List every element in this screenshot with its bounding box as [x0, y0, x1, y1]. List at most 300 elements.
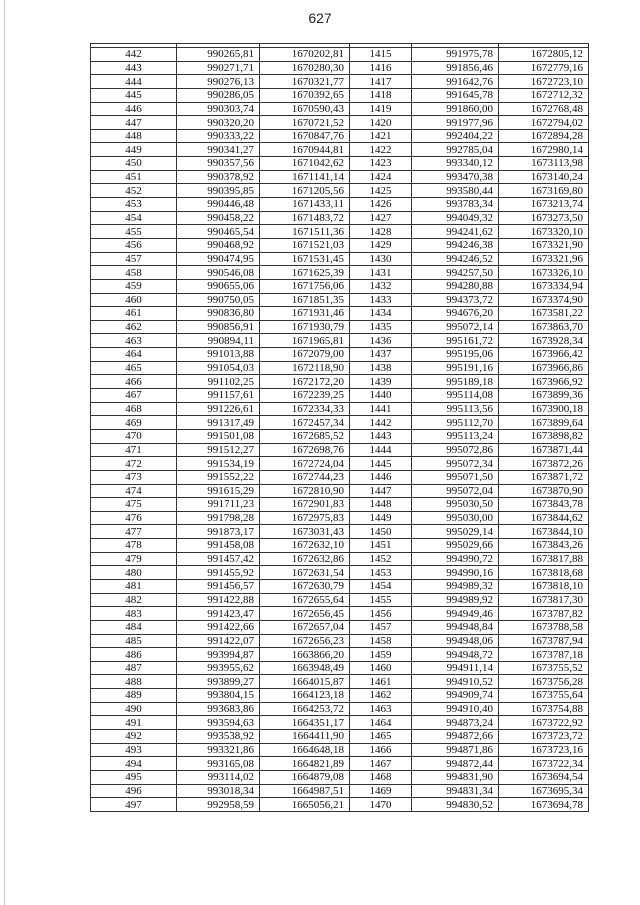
table-row	[91, 675, 589, 689]
y-coordinate-cell: 1673870,90	[499, 484, 589, 498]
point-number-cell: 474	[91, 484, 177, 498]
x-coordinate-cell: 990333,22	[177, 129, 260, 143]
x-coordinate-cell: 991642,76	[412, 75, 499, 89]
x-coordinate-cell: 991054,03	[177, 361, 260, 375]
x-coordinate-cell: 993018,34	[177, 784, 260, 798]
y-coordinate-cell: 1673755,64	[499, 689, 589, 703]
x-coordinate-cell: 994948,06	[412, 634, 499, 648]
table-row	[91, 511, 589, 525]
x-coordinate-cell: 993783,34	[412, 198, 499, 212]
table-row	[91, 661, 589, 675]
x-coordinate-cell: 994373,72	[412, 293, 499, 307]
x-coordinate-cell: 991457,42	[177, 552, 260, 566]
table-row	[91, 470, 589, 484]
table-row	[91, 320, 589, 334]
table-row	[91, 689, 589, 703]
y-coordinate-cell: 1673900,18	[499, 402, 589, 416]
point-number-cell: 1462	[350, 689, 412, 703]
table-row	[91, 457, 589, 471]
point-number-cell: 469	[91, 416, 177, 430]
table-row	[91, 293, 589, 307]
y-coordinate-cell: 1670392,65	[260, 88, 350, 102]
y-coordinate-cell: 1673756,28	[499, 675, 589, 689]
y-coordinate-cell: 1672894,28	[499, 129, 589, 143]
x-coordinate-cell: 994871,86	[412, 743, 499, 757]
y-coordinate-cell: 1673723,72	[499, 730, 589, 744]
point-number-cell: 497	[91, 798, 177, 812]
y-coordinate-cell: 1673113,98	[499, 157, 589, 171]
x-coordinate-cell: 993955,62	[177, 661, 260, 675]
point-number-cell: 490	[91, 702, 177, 716]
x-coordinate-cell: 991645,78	[412, 88, 499, 102]
x-coordinate-cell: 993165,08	[177, 757, 260, 771]
table-row	[91, 157, 589, 171]
point-number-cell: 466	[91, 375, 177, 389]
x-coordinate-cell: 995161,72	[412, 334, 499, 348]
y-coordinate-cell: 1673787,94	[499, 634, 589, 648]
x-coordinate-cell: 995072,04	[412, 484, 499, 498]
y-coordinate-cell: 1673694,78	[499, 798, 589, 812]
point-number-cell: 1469	[350, 784, 412, 798]
x-coordinate-cell: 991422,88	[177, 593, 260, 607]
y-coordinate-cell: 1671625,39	[260, 266, 350, 280]
y-coordinate-cell: 1671965,81	[260, 334, 350, 348]
x-coordinate-cell: 991102,25	[177, 375, 260, 389]
table-row	[91, 211, 589, 225]
y-coordinate-cell: 1672698,76	[260, 443, 350, 457]
page-number: 627	[308, 10, 332, 26]
point-number-cell: 1457	[350, 620, 412, 634]
x-coordinate-cell: 990546,08	[177, 266, 260, 280]
x-coordinate-cell: 993340,12	[412, 157, 499, 171]
x-coordinate-cell: 990303,74	[177, 102, 260, 116]
point-number-cell: 458	[91, 266, 177, 280]
y-coordinate-cell: 1672172,20	[260, 375, 350, 389]
table-row	[91, 716, 589, 730]
x-coordinate-cell: 994948,84	[412, 620, 499, 634]
point-number-cell: 1436	[350, 334, 412, 348]
point-number-cell: 480	[91, 566, 177, 580]
x-coordinate-cell: 990465,54	[177, 225, 260, 239]
table-row	[91, 143, 589, 157]
point-number-cell: 1454	[350, 579, 412, 593]
table-row	[91, 361, 589, 375]
x-coordinate-cell: 991423,47	[177, 607, 260, 621]
point-number-cell: 485	[91, 634, 177, 648]
table-row	[91, 75, 589, 89]
table-row	[91, 88, 589, 102]
y-coordinate-cell: 1672794,02	[499, 116, 589, 130]
point-number-cell: 1468	[350, 770, 412, 784]
table-row	[91, 784, 589, 798]
point-number-cell: 1438	[350, 361, 412, 375]
table-row	[91, 484, 589, 498]
table-row	[91, 279, 589, 293]
point-number-cell: 1417	[350, 75, 412, 89]
point-number-cell: 461	[91, 307, 177, 321]
point-number-cell: 464	[91, 348, 177, 362]
x-coordinate-cell: 990320,20	[177, 116, 260, 130]
x-coordinate-cell: 993594,63	[177, 716, 260, 730]
x-coordinate-cell: 994257,50	[412, 266, 499, 280]
table-row	[91, 170, 589, 184]
x-coordinate-cell: 991615,29	[177, 484, 260, 498]
y-coordinate-cell: 1673817,30	[499, 593, 589, 607]
y-coordinate-cell: 1673843,26	[499, 539, 589, 553]
y-coordinate-cell: 1673787,18	[499, 648, 589, 662]
point-number-cell: 1445	[350, 457, 412, 471]
table-row	[91, 579, 589, 593]
y-coordinate-cell: 1673581,22	[499, 307, 589, 321]
point-number-cell: 1449	[350, 511, 412, 525]
point-number-cell: 447	[91, 116, 177, 130]
x-coordinate-cell: 991226,61	[177, 402, 260, 416]
y-coordinate-cell: 1672632,86	[260, 552, 350, 566]
point-number-cell: 1432	[350, 279, 412, 293]
table-row	[91, 648, 589, 662]
point-number-cell: 491	[91, 716, 177, 730]
point-number-cell: 482	[91, 593, 177, 607]
y-coordinate-cell: 1671141,14	[260, 170, 350, 184]
y-coordinate-cell: 1673140,24	[499, 170, 589, 184]
point-number-cell: 1418	[350, 88, 412, 102]
x-coordinate-cell: 994910,52	[412, 675, 499, 689]
x-coordinate-cell: 990655,06	[177, 279, 260, 293]
x-coordinate-cell: 994246,38	[412, 238, 499, 252]
table-row	[91, 620, 589, 634]
point-number-cell: 1463	[350, 702, 412, 716]
table-row	[91, 443, 589, 457]
x-coordinate-cell: 995072,86	[412, 443, 499, 457]
point-number-cell: 453	[91, 198, 177, 212]
point-number-cell: 496	[91, 784, 177, 798]
x-coordinate-cell: 995029,14	[412, 525, 499, 539]
table-row	[91, 429, 589, 443]
x-coordinate-cell: 990395,85	[177, 184, 260, 198]
point-number-cell: 1434	[350, 307, 412, 321]
x-coordinate-cell: 990276,13	[177, 75, 260, 89]
y-coordinate-cell: 1672980,14	[499, 143, 589, 157]
x-coordinate-cell: 990836,80	[177, 307, 260, 321]
point-number-cell: 1470	[350, 798, 412, 812]
x-coordinate-cell: 994990,16	[412, 566, 499, 580]
x-coordinate-cell: 991422,66	[177, 620, 260, 634]
y-coordinate-cell: 1670280,30	[260, 61, 350, 75]
y-coordinate-cell: 1673871,44	[499, 443, 589, 457]
x-coordinate-cell: 991317,49	[177, 416, 260, 430]
y-coordinate-cell: 1664879,08	[260, 770, 350, 784]
y-coordinate-cell: 1671511,36	[260, 225, 350, 239]
y-coordinate-cell: 1673818,10	[499, 579, 589, 593]
point-number-cell: 495	[91, 770, 177, 784]
point-number-cell: 1465	[350, 730, 412, 744]
table-row	[91, 129, 589, 143]
y-coordinate-cell: 1673872,26	[499, 457, 589, 471]
point-number-cell: 1415	[350, 48, 412, 62]
y-coordinate-cell: 1671531,45	[260, 252, 350, 266]
table-row	[91, 334, 589, 348]
point-number-cell: 463	[91, 334, 177, 348]
point-number-cell: 494	[91, 757, 177, 771]
x-coordinate-cell: 994909,74	[412, 689, 499, 703]
point-number-cell: 1439	[350, 375, 412, 389]
y-coordinate-cell: 1671756,06	[260, 279, 350, 293]
table-row	[91, 607, 589, 621]
point-number-cell: 1428	[350, 225, 412, 239]
x-coordinate-cell: 993683,86	[177, 702, 260, 716]
y-coordinate-cell: 1673374,90	[499, 293, 589, 307]
x-coordinate-cell: 995195,06	[412, 348, 499, 362]
point-number-cell: 442	[91, 48, 177, 62]
x-coordinate-cell: 993538,92	[177, 730, 260, 744]
y-coordinate-cell: 1673817,88	[499, 552, 589, 566]
table-row	[91, 48, 589, 62]
point-number-cell: 446	[91, 102, 177, 116]
x-coordinate-cell: 994280,88	[412, 279, 499, 293]
point-number-cell: 1460	[350, 661, 412, 675]
x-coordinate-cell: 991798,28	[177, 511, 260, 525]
y-coordinate-cell: 1673031,43	[260, 525, 350, 539]
table-row	[91, 798, 589, 812]
y-coordinate-cell: 1673788,58	[499, 620, 589, 634]
y-coordinate-cell: 1672631,54	[260, 566, 350, 580]
x-coordinate-cell: 995030,00	[412, 511, 499, 525]
x-coordinate-cell: 995072,34	[412, 457, 499, 471]
point-number-cell: 1423	[350, 157, 412, 171]
x-coordinate-cell: 991157,61	[177, 389, 260, 403]
y-coordinate-cell: 1670721,52	[260, 116, 350, 130]
y-coordinate-cell: 1672656,23	[260, 634, 350, 648]
point-number-cell: 1461	[350, 675, 412, 689]
point-number-cell: 449	[91, 143, 177, 157]
x-coordinate-cell: 991860,00	[412, 102, 499, 116]
x-coordinate-cell: 990856,91	[177, 320, 260, 334]
x-coordinate-cell: 990446,48	[177, 198, 260, 212]
x-coordinate-cell: 994831,90	[412, 770, 499, 784]
y-coordinate-cell: 1672975,83	[260, 511, 350, 525]
x-coordinate-cell: 990750,05	[177, 293, 260, 307]
x-coordinate-cell: 995112,70	[412, 416, 499, 430]
y-coordinate-cell: 1673787,82	[499, 607, 589, 621]
point-number-cell: 1441	[350, 402, 412, 416]
y-coordinate-cell: 1673898,82	[499, 429, 589, 443]
point-number-cell: 444	[91, 75, 177, 89]
y-coordinate-cell: 1673871,72	[499, 470, 589, 484]
table-row	[91, 757, 589, 771]
y-coordinate-cell: 1672712,32	[499, 88, 589, 102]
y-coordinate-cell: 1672630,79	[260, 579, 350, 593]
table-row	[91, 252, 589, 266]
y-coordinate-cell: 1664351,17	[260, 716, 350, 730]
y-coordinate-cell: 1671521,03	[260, 238, 350, 252]
point-number-cell: 479	[91, 552, 177, 566]
table-row	[91, 225, 589, 239]
y-coordinate-cell: 1664648,18	[260, 743, 350, 757]
y-coordinate-cell: 1673755,52	[499, 661, 589, 675]
y-coordinate-cell: 1671205,56	[260, 184, 350, 198]
table-row	[91, 238, 589, 252]
y-coordinate-cell: 1671851,35	[260, 293, 350, 307]
point-number-cell: 460	[91, 293, 177, 307]
point-number-cell: 448	[91, 129, 177, 143]
point-number-cell: 1466	[350, 743, 412, 757]
x-coordinate-cell: 990378,92	[177, 170, 260, 184]
page-edge-line	[4, 0, 5, 905]
point-number-cell: 1420	[350, 116, 412, 130]
x-coordinate-cell: 994989,32	[412, 579, 499, 593]
point-number-cell: 1431	[350, 266, 412, 280]
y-coordinate-cell: 1670321,77	[260, 75, 350, 89]
point-number-cell: 493	[91, 743, 177, 757]
y-coordinate-cell: 1670847,76	[260, 129, 350, 143]
y-coordinate-cell: 1664987,51	[260, 784, 350, 798]
point-number-cell: 1433	[350, 293, 412, 307]
point-number-cell: 488	[91, 675, 177, 689]
y-coordinate-cell: 1673843,78	[499, 498, 589, 512]
point-number-cell: 1421	[350, 129, 412, 143]
table-row	[91, 593, 589, 607]
table-row	[91, 389, 589, 403]
point-number-cell: 443	[91, 61, 177, 75]
x-coordinate-cell: 991458,08	[177, 539, 260, 553]
table-row	[91, 552, 589, 566]
x-coordinate-cell: 990468,92	[177, 238, 260, 252]
table-row	[91, 498, 589, 512]
y-coordinate-cell: 1671483,72	[260, 211, 350, 225]
y-coordinate-cell: 1672632,10	[260, 539, 350, 553]
x-coordinate-cell: 994872,44	[412, 757, 499, 771]
table-row	[91, 539, 589, 553]
y-coordinate-cell: 1672657,04	[260, 620, 350, 634]
table-row	[91, 770, 589, 784]
y-coordinate-cell: 1664015,87	[260, 675, 350, 689]
y-coordinate-cell: 1672901,83	[260, 498, 350, 512]
point-number-cell: 476	[91, 511, 177, 525]
y-coordinate-cell: 1672239,25	[260, 389, 350, 403]
y-coordinate-cell: 1672334,33	[260, 402, 350, 416]
table-row	[91, 702, 589, 716]
y-coordinate-cell: 1673863,70	[499, 320, 589, 334]
x-coordinate-cell: 994990,72	[412, 552, 499, 566]
x-coordinate-cell: 993470,38	[412, 170, 499, 184]
y-coordinate-cell: 1672655,64	[260, 593, 350, 607]
point-number-cell: 457	[91, 252, 177, 266]
y-coordinate-cell: 1673899,64	[499, 416, 589, 430]
x-coordinate-cell: 990271,71	[177, 61, 260, 75]
point-number-cell: 1426	[350, 198, 412, 212]
point-number-cell: 486	[91, 648, 177, 662]
y-coordinate-cell: 1671930,79	[260, 320, 350, 334]
x-coordinate-cell: 995113,24	[412, 429, 499, 443]
x-coordinate-cell: 991552,22	[177, 470, 260, 484]
table-row	[91, 416, 589, 430]
y-coordinate-cell: 1663948,49	[260, 661, 350, 675]
table-row	[91, 61, 589, 75]
x-coordinate-cell: 991455,92	[177, 566, 260, 580]
x-coordinate-cell: 994989,92	[412, 593, 499, 607]
x-coordinate-cell: 990458,22	[177, 211, 260, 225]
table-row	[91, 634, 589, 648]
y-coordinate-cell: 1672685,52	[260, 429, 350, 443]
x-coordinate-cell: 994910,40	[412, 702, 499, 716]
point-number-cell: 478	[91, 539, 177, 553]
point-number-cell: 1429	[350, 238, 412, 252]
y-coordinate-cell: 1673966,92	[499, 375, 589, 389]
table-row	[91, 184, 589, 198]
point-number-cell: 455	[91, 225, 177, 239]
point-number-cell: 475	[91, 498, 177, 512]
x-coordinate-cell: 994949,46	[412, 607, 499, 621]
point-number-cell: 492	[91, 730, 177, 744]
y-coordinate-cell: 1664821,89	[260, 757, 350, 771]
coordinates-table	[90, 43, 589, 812]
x-coordinate-cell: 993804,15	[177, 689, 260, 703]
x-coordinate-cell: 994831,34	[412, 784, 499, 798]
y-coordinate-cell: 1671433,11	[260, 198, 350, 212]
point-number-cell: 451	[91, 170, 177, 184]
point-number-cell: 1416	[350, 61, 412, 75]
x-coordinate-cell: 990894,11	[177, 334, 260, 348]
y-coordinate-cell: 1664253,72	[260, 702, 350, 716]
x-coordinate-cell: 991711,23	[177, 498, 260, 512]
y-coordinate-cell: 1673321,96	[499, 252, 589, 266]
point-number-cell: 471	[91, 443, 177, 457]
x-coordinate-cell: 995071,50	[412, 470, 499, 484]
y-coordinate-cell: 1672810,90	[260, 484, 350, 498]
point-number-cell: 481	[91, 579, 177, 593]
table-row	[91, 525, 589, 539]
x-coordinate-cell: 991534,19	[177, 457, 260, 471]
point-number-cell: 487	[91, 661, 177, 675]
x-coordinate-cell: 994676,20	[412, 307, 499, 321]
y-coordinate-cell: 1664411,90	[260, 730, 350, 744]
table-row	[91, 730, 589, 744]
point-number-cell: 1459	[350, 648, 412, 662]
y-coordinate-cell: 1673754,88	[499, 702, 589, 716]
table-row	[91, 102, 589, 116]
y-coordinate-cell: 1672457,34	[260, 416, 350, 430]
y-coordinate-cell: 1673694,54	[499, 770, 589, 784]
y-coordinate-cell: 1673334,94	[499, 279, 589, 293]
y-coordinate-cell: 1671042,62	[260, 157, 350, 171]
x-coordinate-cell: 994246,52	[412, 252, 499, 266]
point-number-cell: 462	[91, 320, 177, 334]
x-coordinate-cell: 995114,08	[412, 389, 499, 403]
point-number-cell: 1419	[350, 102, 412, 116]
point-number-cell: 472	[91, 457, 177, 471]
point-number-cell: 1447	[350, 484, 412, 498]
point-number-cell: 470	[91, 429, 177, 443]
x-coordinate-cell: 991422,07	[177, 634, 260, 648]
x-coordinate-cell: 991456,57	[177, 579, 260, 593]
y-coordinate-cell: 1673213,74	[499, 198, 589, 212]
y-coordinate-cell: 1673320,10	[499, 225, 589, 239]
point-number-cell: 454	[91, 211, 177, 225]
x-coordinate-cell: 995113,56	[412, 402, 499, 416]
coordinates-table-body	[91, 44, 589, 812]
point-number-cell: 1427	[350, 211, 412, 225]
table-row	[91, 743, 589, 757]
x-coordinate-cell: 994241,62	[412, 225, 499, 239]
y-coordinate-cell: 1665056,21	[260, 798, 350, 812]
point-number-cell: 1456	[350, 607, 412, 621]
point-number-cell: 452	[91, 184, 177, 198]
x-coordinate-cell: 994873,24	[412, 716, 499, 730]
table-row	[91, 375, 589, 389]
point-number-cell: 1443	[350, 429, 412, 443]
x-coordinate-cell: 993994,87	[177, 648, 260, 662]
y-coordinate-cell: 1672723,10	[499, 75, 589, 89]
